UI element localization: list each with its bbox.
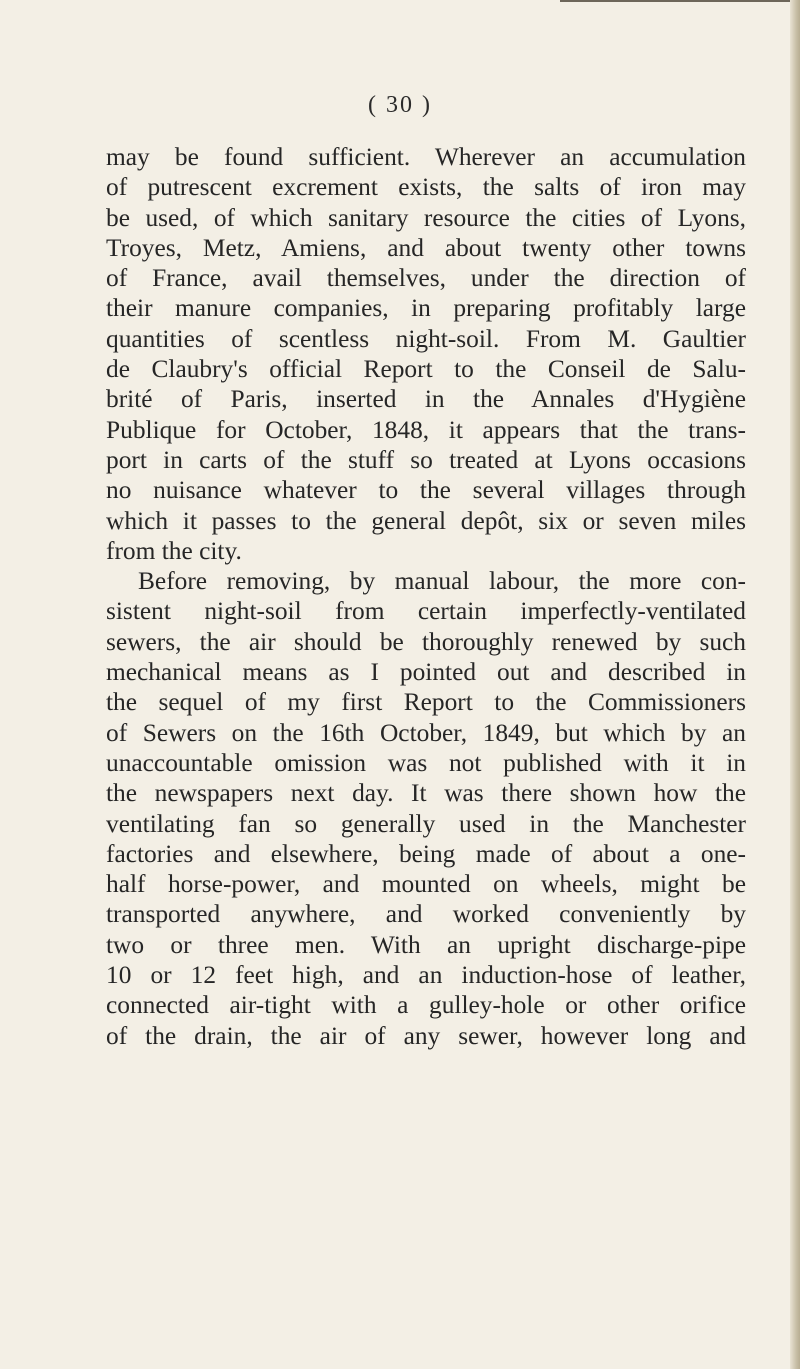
text-line: sistent night-soil from certain imperfectly-ventilated	[106, 597, 746, 626]
text-line: transported anywhere, and worked conveniently by	[106, 900, 746, 929]
text-line: de Claubry's official Report to the Conseil de Salu-	[106, 355, 746, 384]
text-line: half horse-power, and mounted on wheels, might be	[106, 870, 746, 899]
paragraph-first-line: Before removing, by manual labour, the more con-	[138, 567, 746, 596]
page-number: ( 30 )	[368, 92, 432, 118]
text-line: the newspapers next day. It was there shown how the	[106, 779, 746, 808]
text-line: be used, of which sanitary resource the cities of Lyons,	[106, 203, 746, 232]
text-line: mechanical means as I pointed out and described in	[106, 658, 746, 687]
text-line: 10 or 12 feet high, and an induction-hose of leather,	[106, 961, 746, 990]
text-line: may be found sufficient. Wherever an accumulation	[106, 143, 746, 171]
text-line: of France, avail themselves, under the direction of	[106, 264, 746, 293]
text-line: of putrescent excrement exists, the salts of iron may	[106, 173, 746, 202]
page-edge-shadow	[790, 0, 800, 1369]
text-line: Troyes, Metz, Amiens, and about twenty other towns	[106, 233, 746, 262]
body-text	[106, 142, 746, 1051]
text-line: of Sewers on the 16th October, 1849, but which by an	[106, 718, 746, 747]
text-line: brité of Paris, inserted in the Annales d'Hygiène	[106, 385, 746, 414]
text-line: two or three men. With an upright discharge-pipe	[106, 930, 746, 959]
text-line: their manure companies, in preparing profitably large	[106, 294, 746, 323]
text-line: from the city.	[106, 536, 242, 565]
text-line: factories and elsewhere, being made of about a one-	[106, 839, 746, 868]
text-line: of the drain, the air of any sewer, however long and	[106, 1021, 746, 1050]
text-line: ventilating fan so generally used in the Manchester	[106, 809, 746, 838]
text-line: the sequel of my first Report to the Commissioners	[106, 688, 746, 717]
text-line: port in carts of the stuff so treated at Lyons occasions	[106, 445, 746, 474]
text-line: no nuisance whatever to the several villages through	[106, 476, 746, 505]
text-line: connected air-tight with a gulley-hole or other orifice	[106, 991, 746, 1020]
text-line: Publique for October, 1848, it appears that the trans-	[106, 415, 746, 444]
page-top-rule	[560, 0, 800, 2]
text-line: sewers, the air should be thoroughly renewed by such	[106, 627, 746, 656]
text-line: unaccountable omission was not published with it in	[106, 748, 746, 777]
text-line: quantities of scentless night-soil. From M. Gaultier	[106, 324, 746, 353]
text-line: which it passes to the general depôt, six or seven miles	[106, 506, 746, 535]
